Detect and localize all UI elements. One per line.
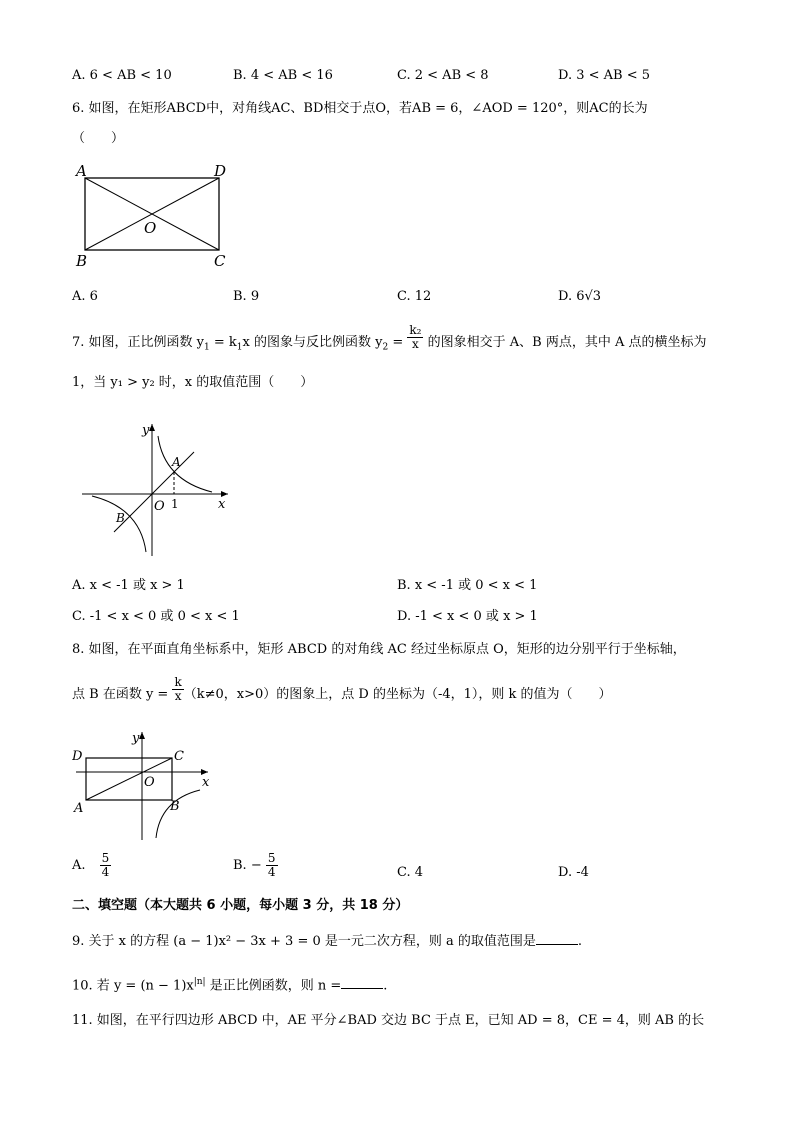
q5-option-c: C. 2 < AB < 8: [397, 68, 489, 83]
label-b: B: [170, 799, 180, 814]
q6-option-d: D. 6√3: [558, 289, 602, 304]
q5-option-b: B. 4 < AB < 16: [233, 68, 333, 83]
label-y: y: [132, 731, 140, 746]
q8-text-b: （k≠0，x>0）的图象上，点 D 的坐标为（-4，1），则 k 的值为（ ）: [183, 687, 612, 702]
q8-option-a-prefix: A.: [72, 858, 86, 873]
diagonal-ac: [86, 758, 172, 800]
q10-text-a: 10. 若 y = (n − 1)x: [72, 978, 194, 994]
label-c: C: [174, 749, 184, 764]
q7-option-c: C. -1 < x < 0 或 0 < x < 1: [72, 609, 240, 624]
q7-graph-figure: [78, 420, 238, 560]
q9-text: 9. 关于 x 的方程 (a − 1)x² − 3x + 3 = 0 是一元二次方程，则 a 的取值范围是: [72, 934, 536, 949]
q10-stem: [72, 974, 387, 994]
q8-text-a: 点 B 在函数 y =: [72, 687, 173, 702]
q8-option-b: [233, 852, 278, 879]
q7-option-b: B. x < -1 或 0 < x < 1: [397, 578, 538, 593]
q6-rectangle-figure: [72, 160, 242, 272]
q7-text-d: =: [388, 335, 408, 350]
q7-option-d: D. -1 < x < 0 或 x > 1: [397, 609, 538, 624]
label-a: A: [76, 162, 87, 180]
q7-stem-line1: 7. 如图，正比例函数 $y_1 = k_1x$ 的图象与反比例函数 $y_2$ = $\frac{\text{k₂}}{x}$ 的图象相交于 A、B 两点，其中 A 点的横坐标为: [72, 323, 707, 353]
q6-answer-bracket: （ ）: [72, 131, 125, 146]
q7-frac-den: x: [412, 337, 419, 351]
y-axis-arrow: [139, 732, 145, 739]
q10-text-b: 是正比例函数，则 n =: [205, 978, 342, 994]
q5-option-a: A. 6 < AB < 10: [72, 68, 172, 83]
q8-graph-figure: [72, 728, 222, 844]
q9-answer-blank[interactable]: [536, 932, 578, 945]
q10-exponent: |n|: [193, 977, 206, 987]
label-o: O: [154, 499, 165, 514]
q6-option-c: C. 12: [397, 289, 432, 304]
q10-answer-blank[interactable]: [341, 976, 383, 989]
q7-text-b: = k: [209, 335, 237, 350]
label-b: B: [116, 511, 125, 525]
label-x: x: [218, 497, 226, 512]
label-c: C: [214, 252, 226, 270]
label-b: B: [76, 252, 88, 270]
frac-num: 5: [267, 851, 276, 865]
label-x: x: [202, 775, 210, 790]
q8-frac-den: x: [174, 689, 182, 703]
q8-option-b-prefix: B. −: [233, 858, 262, 873]
q8-option-a-fraction: [100, 852, 112, 879]
y-axis-arrow: [149, 424, 155, 431]
q8-fraction: [172, 676, 183, 703]
q7-text-e: 的图象相交于 A、B 两点，其中 A 点的横坐标为: [423, 335, 707, 350]
label-a: A: [74, 801, 84, 816]
line-y1: [114, 452, 194, 532]
q6-option-b: B. 9: [233, 289, 260, 304]
q11-stem: 11. 如图，在平行四边形 ABCD 中，AE 平分∠BAD 交边 BC 于点 E，已知 AD = 8，CE = 4，则 AB 的长: [72, 1013, 705, 1028]
q7-fraction: [407, 324, 423, 351]
label-o: O: [144, 219, 157, 237]
q8-stem-line1: 8. 如图，在平面直角坐标系中，矩形 ABCD 的对角线 AC 经过坐标原点 O，矩形的边分别平行于坐标轴，: [72, 642, 686, 657]
frac-num: 5: [101, 851, 110, 865]
q7-text-c: x 的图象与反比例函数 y: [242, 335, 383, 350]
q10-period: .: [383, 978, 388, 994]
q9-stem: [72, 932, 582, 950]
label-one: 1: [171, 497, 179, 511]
q8-option-d: D. -4: [558, 865, 589, 880]
label-o: O: [144, 775, 155, 790]
frac-den: 4: [101, 865, 110, 879]
q8-option-c: C. 4: [397, 865, 424, 880]
q7-stem-line2: 1，当 y₁ > y₂ 时，x 的取值范围（ ）: [72, 375, 314, 390]
q6-option-a: A. 6: [72, 289, 98, 304]
q8-stem-line2: [72, 675, 612, 703]
label-d: D: [72, 749, 83, 764]
label-d: D: [214, 162, 227, 180]
q8-frac-num: k: [174, 675, 182, 689]
section-heading: 二、填空题（本大题共 6 小题，每小题 3 分，共 18 分）: [72, 898, 409, 913]
q7-text-a: 7. 如图，正比例函数 y: [72, 335, 205, 350]
hyperbola-branch: [156, 790, 200, 838]
q7-option-a: A. x < -1 或 x > 1: [72, 578, 185, 593]
q8-option-b-fraction: [266, 852, 278, 879]
hyperbola-branch-1: [158, 436, 212, 492]
q5-option-d: D. 3 < AB < 5: [558, 68, 651, 83]
q7-frac-num: k₂: [409, 323, 422, 337]
q6-stem: 6. 如图，在矩形ABCD中，对角线AC、BD相交于点O，若AB = 6，∠AOD = 120°，则AC的长为: [72, 101, 648, 116]
frac-den: 4: [267, 865, 276, 879]
label-y: y: [142, 423, 150, 438]
q9-period: .: [577, 934, 583, 949]
label-a: A: [172, 455, 181, 469]
q8-option-a: [72, 852, 111, 879]
